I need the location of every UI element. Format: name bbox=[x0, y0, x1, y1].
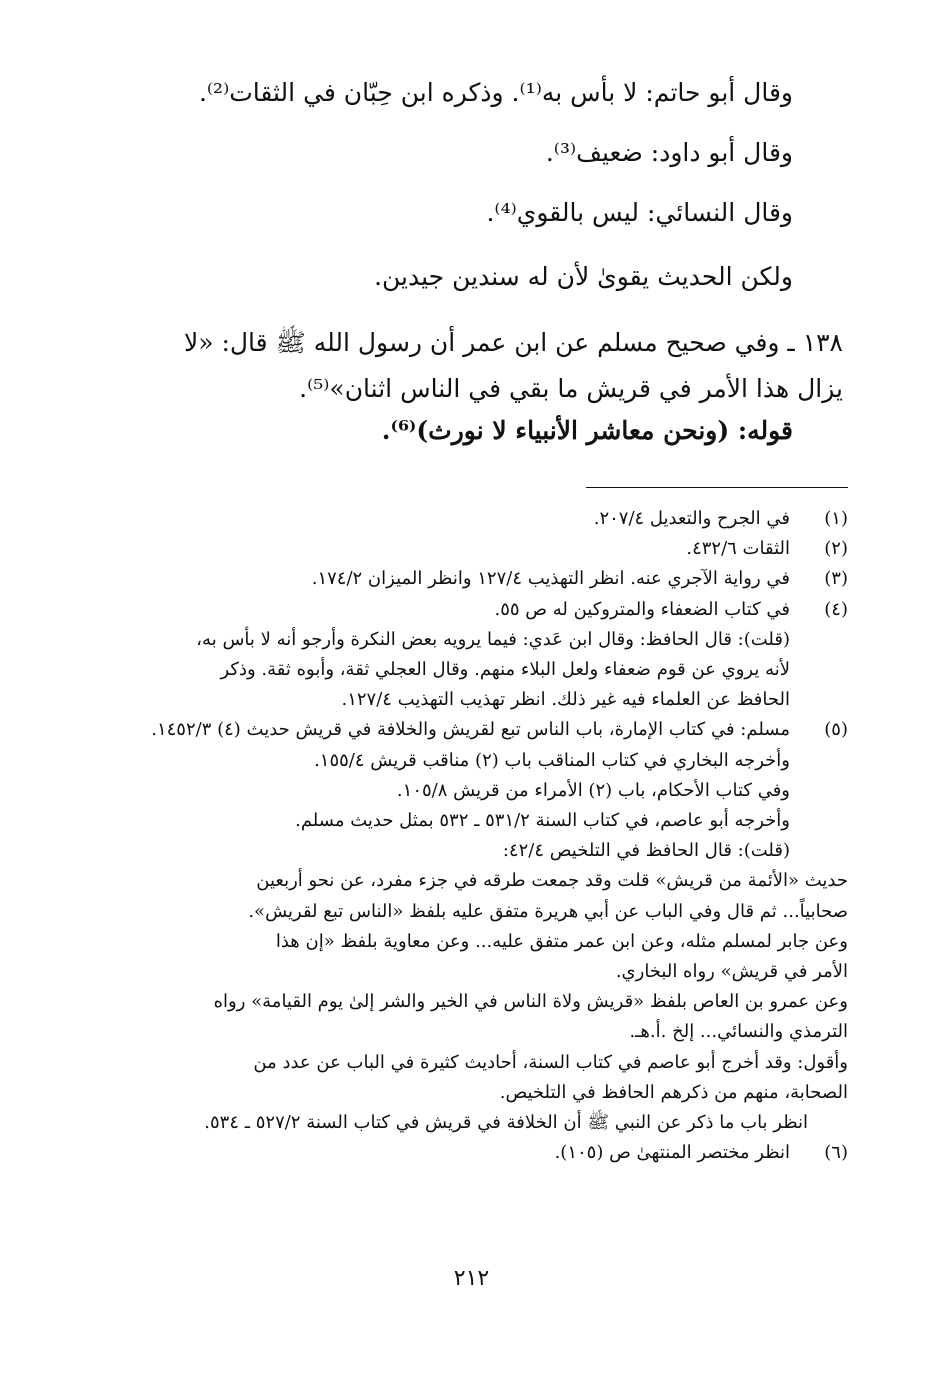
footnote-6 bbox=[100, 1138, 848, 1168]
footnote-separator bbox=[586, 487, 848, 488]
footnote-text: في كتاب الضعفاء والمتروكين له ص ٥٥. bbox=[494, 598, 790, 620]
section-heading: قوله: (ونحن معاشر الأنبياء لا نورث)⁽⁶⁾. bbox=[381, 416, 793, 445]
footnote-quote-line: وأقول: وقد أخرج أبو عاصم في كتاب السنة، أحاديث كثيرة في الباب عن عدد من bbox=[253, 1051, 848, 1073]
footnote-number: (٣) bbox=[824, 568, 848, 590]
main-line-2: وقال أبو داود: ضعيف⁽³⁾. bbox=[545, 138, 793, 167]
footnote-number: (٢) bbox=[824, 538, 848, 560]
footnote-text: في الجرح والتعديل ٢٠٧/٤. bbox=[593, 508, 790, 529]
footnote-number: (٤) bbox=[824, 598, 848, 620]
hadith-138 bbox=[100, 320, 843, 412]
footnote-number: (١) bbox=[824, 508, 848, 529]
footnote-quote-line: صحابياً... ثم قال وفي الباب عن أبي هريرة متفق عليه بلفظ «الناس تبع لقريش». bbox=[248, 900, 848, 922]
footnote-reference-line: انظر باب ما ذكر عن النبي ﷺ أن الخلافة في قريش في كتاب السنة ٥٢٧/٢ ـ ٥٣٤. bbox=[204, 1112, 808, 1134]
footnote-text: الثقات ٤٣٢/٦. bbox=[686, 538, 790, 560]
footnote-number: (٦) bbox=[824, 1142, 848, 1164]
footnote-quote-line: وعن جابر لمسلم مثله، وعن ابن عمر متفق عليه... وعن معاوية بلفظ «إن هذا bbox=[275, 930, 848, 952]
page-number: ٢١٢ bbox=[453, 1266, 490, 1291]
footnote-text: وأخرجه أبو عاصم، في كتاب السنة ٥٣١/٢ ـ ٥٣٢ بمثل حديث مسلم. bbox=[295, 810, 790, 832]
main-line-4: ولكن الحديث يقوىٰ لأن له سندين جيدين. bbox=[374, 262, 793, 291]
hadith-138-line-2: يزال هذا الأمر في قريش ما بقي في الناس اثنان»⁽⁵⁾. bbox=[299, 374, 843, 403]
main-line-1: وقال أبو حاتم: لا بأس به⁽¹⁾. وذكره ابن حِبّان في الثقات⁽²⁾. bbox=[198, 78, 793, 107]
footnote-text: مسلم: في كتاب الإمارة، باب الناس تبع لقريش والخلافة في قريش حديث (٤) ١٤٥٢/٣. bbox=[151, 719, 790, 741]
footnote-quote-line: الأمر في قريش» رواه البخاري. bbox=[615, 961, 848, 983]
footnote-1 bbox=[100, 504, 848, 534]
footnote-text: (قلت): قال الحافظ في التلخيص ٤٢/٤: bbox=[502, 840, 790, 862]
footnote-text: (قلت): قال الحافظ: وقال ابن عَدي: فيما يرويه بعض النكرة وأرجو أنه لا بأس به، bbox=[196, 628, 790, 650]
footnote-text: الحافظ عن العلماء فيه غير ذلك. انظر تهذيب التهذيب ١٢٧/٤. bbox=[341, 689, 790, 711]
footnote-text: وأخرجه البخاري في كتاب المناقب باب (٢) مناقب قريش ١٥٥/٤. bbox=[314, 749, 790, 771]
main-line-3: وقال النسائي: ليس بالقوي⁽⁴⁾. bbox=[486, 198, 793, 227]
footnote-5 bbox=[100, 715, 848, 1138]
footnote-4 bbox=[100, 595, 848, 716]
footnote-quote-line: حديث «الأئمة من قريش» قلت وقد جمعت طرقه في جزء مفرد، عن نحو أربعين bbox=[256, 870, 848, 892]
hadith-138-line-1: ١٣٨ ـ وفي صحيح مسلم عن ابن عمر أن رسول الله ﷺ قال: «لا bbox=[183, 328, 843, 357]
footnotes bbox=[100, 504, 848, 1168]
footnote-text: انظر مختصر المنتهىٰ ص (١٠٥). bbox=[554, 1142, 790, 1164]
footnote-number: (٥) bbox=[824, 719, 848, 741]
footnote-text: وفي كتاب الأحكام، باب (٢) الأمراء من قريش ١٠٥/٨. bbox=[396, 779, 790, 801]
footnote-quote-line: الترمذي والنسائي... إلخ .أ.هـ. bbox=[629, 1021, 848, 1043]
footnote-quote-line: الصحابة، منهم من ذكرهم الحافظ في التلخيص. bbox=[499, 1081, 848, 1103]
footnote-text: لأنه يروي عن قوم ضعفاء ولعل البلاء منهم. وقال العجلي ثقة، وأبوه ثقة. وذكر bbox=[220, 659, 790, 681]
footnote-quote-line: وعن عمرو بن العاص بلفظ «قريش ولاة الناس في الخير والشر إلىٰ يوم القيامة» رواه bbox=[213, 991, 848, 1013]
footnote-text: في رواية الآجري عنه. انظر التهذيب ١٢٧/٤ وانظر الميزان ١٧٤/٢. bbox=[311, 568, 790, 590]
footnote-3 bbox=[100, 564, 848, 594]
footnote-2 bbox=[100, 534, 848, 564]
